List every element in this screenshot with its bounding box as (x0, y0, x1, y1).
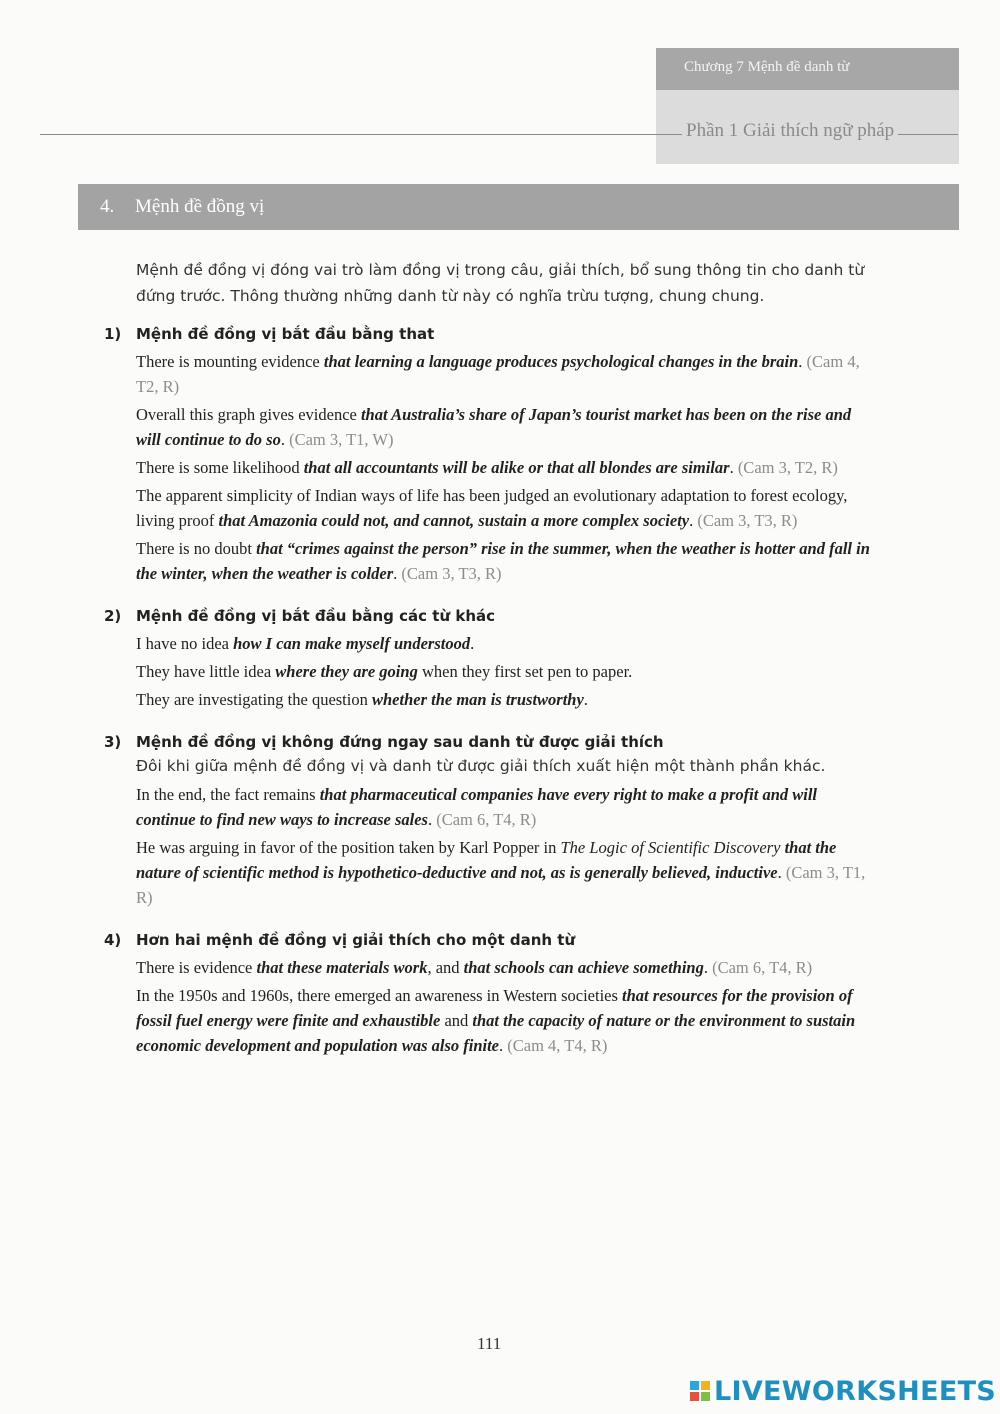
subsection-number: 1) (104, 325, 122, 343)
example-sentence: There is some likelihood that all accountants will be alike or that all blondes are similar. (Cam 3, T2, R) (136, 458, 838, 477)
subsection-heading (104, 604, 879, 628)
example-sentence: Overall this graph gives evidence that Australia’s share of Japan’s tourist market has been on the rise and will continue to do so. (Cam 3, T1, W) (136, 405, 852, 449)
source-citation: (Cam 3, T1, W) (289, 430, 394, 449)
intro-paragraph: Mệnh đề đồng vị đóng vai trò làm đồng vị trong câu, giải thích, bổ sung thông tin cho danh từ đứng trước. Thông thường những danh từ này có nghĩa trừu tượng, chung chung. (136, 261, 865, 305)
source-citation: (Cam 3, T3, R) (697, 511, 798, 530)
example-sentence: They are investigating the question whether the man is trustworthy. (136, 690, 588, 709)
brand-square-icon (690, 1392, 699, 1401)
subsection-title: Mệnh đề đồng vị không đứng ngay sau danh từ được giải thích (136, 733, 664, 751)
example-sentence: In the 1950s and 1960s, there emerged an awareness in Western societies that resources for the provision of fossil fuel energy were finite and exhaustible and that the capacity of nature or the environment to sustain economic development and population was also finite. (Cam 4, T4, R) (136, 986, 856, 1055)
section-number: 4. (100, 196, 115, 217)
source-citation: (Cam 3, T3, R) (401, 564, 502, 583)
example-sentence: In the end, the fact remains that pharmaceutical companies have every right to make a profit and will continue to find new ways to increase sales. (Cam 6, T4, R) (136, 785, 817, 829)
example-sentence: There is evidence that these materials work, and that schools can achieve something. (Cam 6, T4, R) (136, 958, 813, 977)
source-citation: (Cam 4, T2, R) (136, 352, 860, 396)
brand-text: LIVEWORKSHEETS (714, 1375, 997, 1407)
liveworksheets-logo[interactable] (690, 1376, 996, 1406)
subsection-note: Đôi khi giữa mệnh đề đồng vị và danh từ được giải thích xuất hiện một thành phần khác. (136, 757, 826, 775)
part-title: Phần 1 Giải thích ngữ pháp (682, 120, 898, 142)
subsection-number: 2) (104, 607, 122, 625)
subsection-title: Mệnh đề đồng vị bắt đầu bằng các từ khác (136, 607, 496, 625)
subsection-number: 3) (104, 733, 122, 751)
subsection-heading (104, 322, 879, 346)
brand-grid-icon (690, 1381, 710, 1401)
subsection-3 (104, 730, 879, 910)
example-sentence: There is no doubt that “crimes against the person” rise in the summer, when the weather is hotter and fall in the winter, when the weather is colder. (Cam 3, T3, R) (136, 539, 870, 583)
brand-square-icon (701, 1392, 710, 1401)
example-sentence: The apparent simplicity of Indian ways of life has been judged an evolutionary adaptation to forest ecology, living proof that Amazonia could not, and cannot, sustain a more complex society. (Cam 3, T3, R) (136, 486, 848, 530)
subsection-number: 4) (104, 931, 122, 949)
subsection-title: Hơn hai mệnh đề đồng vị giải thích cho một danh từ (136, 931, 576, 949)
example-sentence: I have no idea how I can make myself understood. (136, 634, 475, 653)
source-citation: (Cam 6, T4, R) (436, 810, 537, 829)
example-sentence: There is mounting evidence that learning a language produces psychological changes in the brain. (Cam 4, T2, R) (136, 352, 860, 396)
subsection-2 (104, 604, 879, 712)
source-citation: (Cam 3, T1, R) (136, 863, 866, 907)
section-title: Mệnh đề đồng vị (135, 196, 265, 217)
chapter-title: Chương 7 Mệnh đề danh từ (656, 48, 959, 90)
section-heading (78, 184, 959, 230)
subsection-title: Mệnh đề đồng vị bắt đầu bằng that (136, 325, 435, 343)
brand-square-icon (690, 1381, 699, 1390)
source-citation: (Cam 3, T2, R) (737, 458, 838, 477)
subsection-1 (104, 322, 879, 586)
brand-square-icon (701, 1381, 710, 1390)
subsection-heading (104, 730, 879, 754)
subsection-heading (104, 928, 879, 952)
example-sentence: He was arguing in favor of the position taken by Karl Popper in The Logic of Scientific Discovery that the nature of scientific method is hypothetico-deductive and not, as is generally believed, inductive. (Cam 3, T1, R) (136, 838, 866, 907)
section-content (104, 322, 879, 1076)
subsection-4 (104, 928, 879, 1058)
source-citation: (Cam 4, T4, R) (507, 1036, 608, 1055)
page-number: 111 (477, 1334, 502, 1353)
book-title: The Logic of Scientific Discovery (560, 838, 781, 857)
example-sentence: They have little idea where they are going when they first set pen to paper. (136, 662, 633, 681)
source-citation: (Cam 6, T4, R) (712, 958, 813, 977)
